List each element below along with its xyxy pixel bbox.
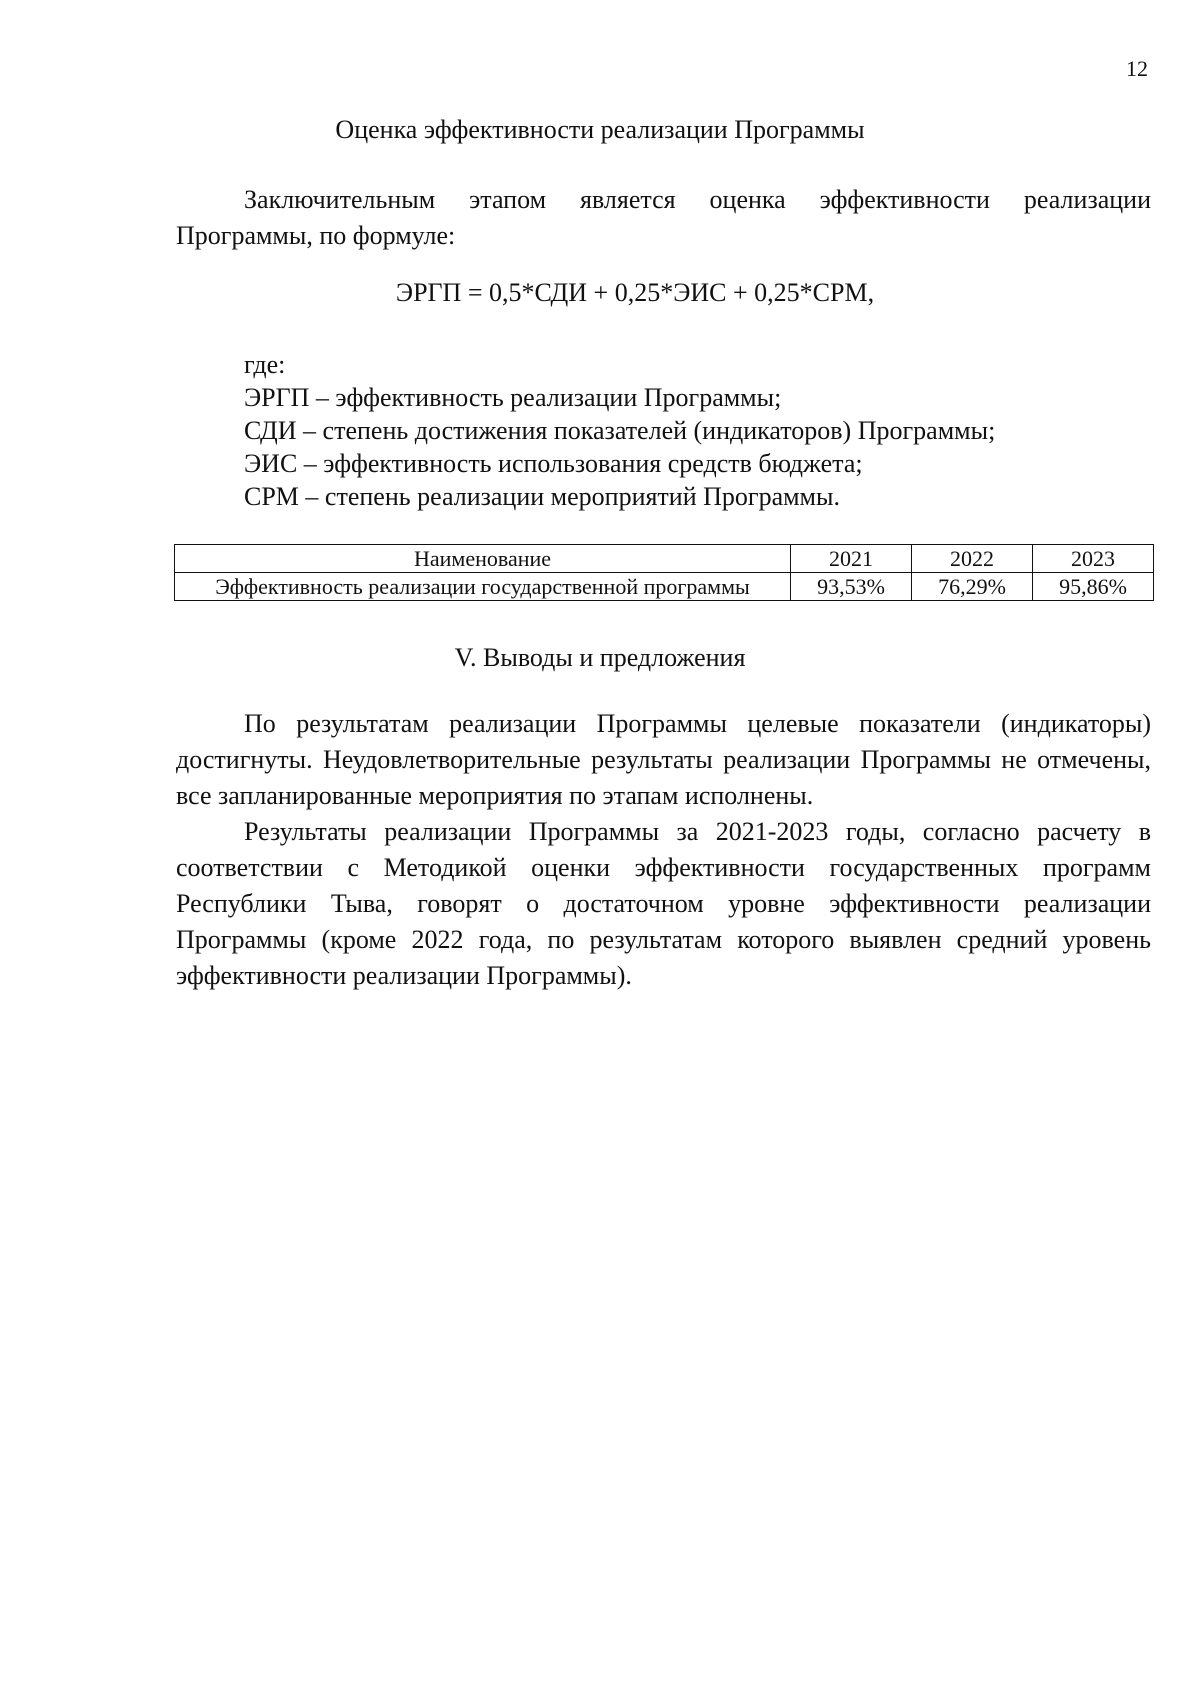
efficiency-table	[174, 544, 1154, 601]
definition-item: ЭРГП – эффективность реализации Программы;	[244, 383, 782, 412]
table-row	[175, 573, 1154, 601]
definition-item: СРМ – степень реализации мероприятий Программы.	[244, 482, 840, 511]
conclusion-text-2: Результаты реализации Программы за 2021-2023 годы, согласно расчету в соответствии с Методикой оценки эффективности государственных программ Республики Тыва, говорят о достаточном уровне эффективности реализации Программы (кроме 2022 года, по результатам которого выявлен средний уровень эффективности реализации Программы).	[176, 817, 1151, 990]
intro-text: Заключительным этапом является оценка эффективности реализации Программы, по формуле:	[176, 185, 1151, 250]
intro-paragraph	[176, 182, 1151, 254]
conclusions-title: V. Выводы и предложения	[454, 643, 746, 672]
formula: ЭРГП = 0,5*СДИ + 0,25*ЭИС + 0,25*СРМ,	[395, 278, 875, 307]
table-cell-2023: 95,86%	[1033, 573, 1154, 601]
definitions-list	[244, 348, 995, 513]
where-label: где:	[244, 350, 286, 379]
conclusion-paragraph-1	[176, 706, 1151, 814]
table-header-row	[175, 545, 1154, 573]
column-header-name: Наименование	[175, 545, 791, 573]
table-cell-name: Эффективность реализации государственной программы	[175, 573, 791, 601]
section-title: Оценка эффективности реализации Программы	[335, 115, 865, 144]
column-header-2022: 2022	[912, 545, 1033, 573]
page-number: 12	[1126, 56, 1148, 81]
definition-item: ЭИС – эффективность использования средств бюджета;	[244, 449, 863, 478]
column-header-2023: 2023	[1033, 545, 1154, 573]
definition-item: СДИ – степень достижения показателей (индикаторов) Программы;	[244, 416, 996, 445]
conclusion-paragraph-2	[176, 814, 1151, 994]
column-header-2021: 2021	[791, 545, 912, 573]
table-cell-2022: 76,29%	[912, 573, 1033, 601]
conclusion-text-1: По результатам реализации Программы целевые показатели (индикаторы) достигнуты. Неудовлетворительные результаты реализации Программы не отмечены, все запланированные мероприятия по этапам исполнены.	[176, 709, 1151, 810]
table-cell-2021: 93,53%	[791, 573, 912, 601]
